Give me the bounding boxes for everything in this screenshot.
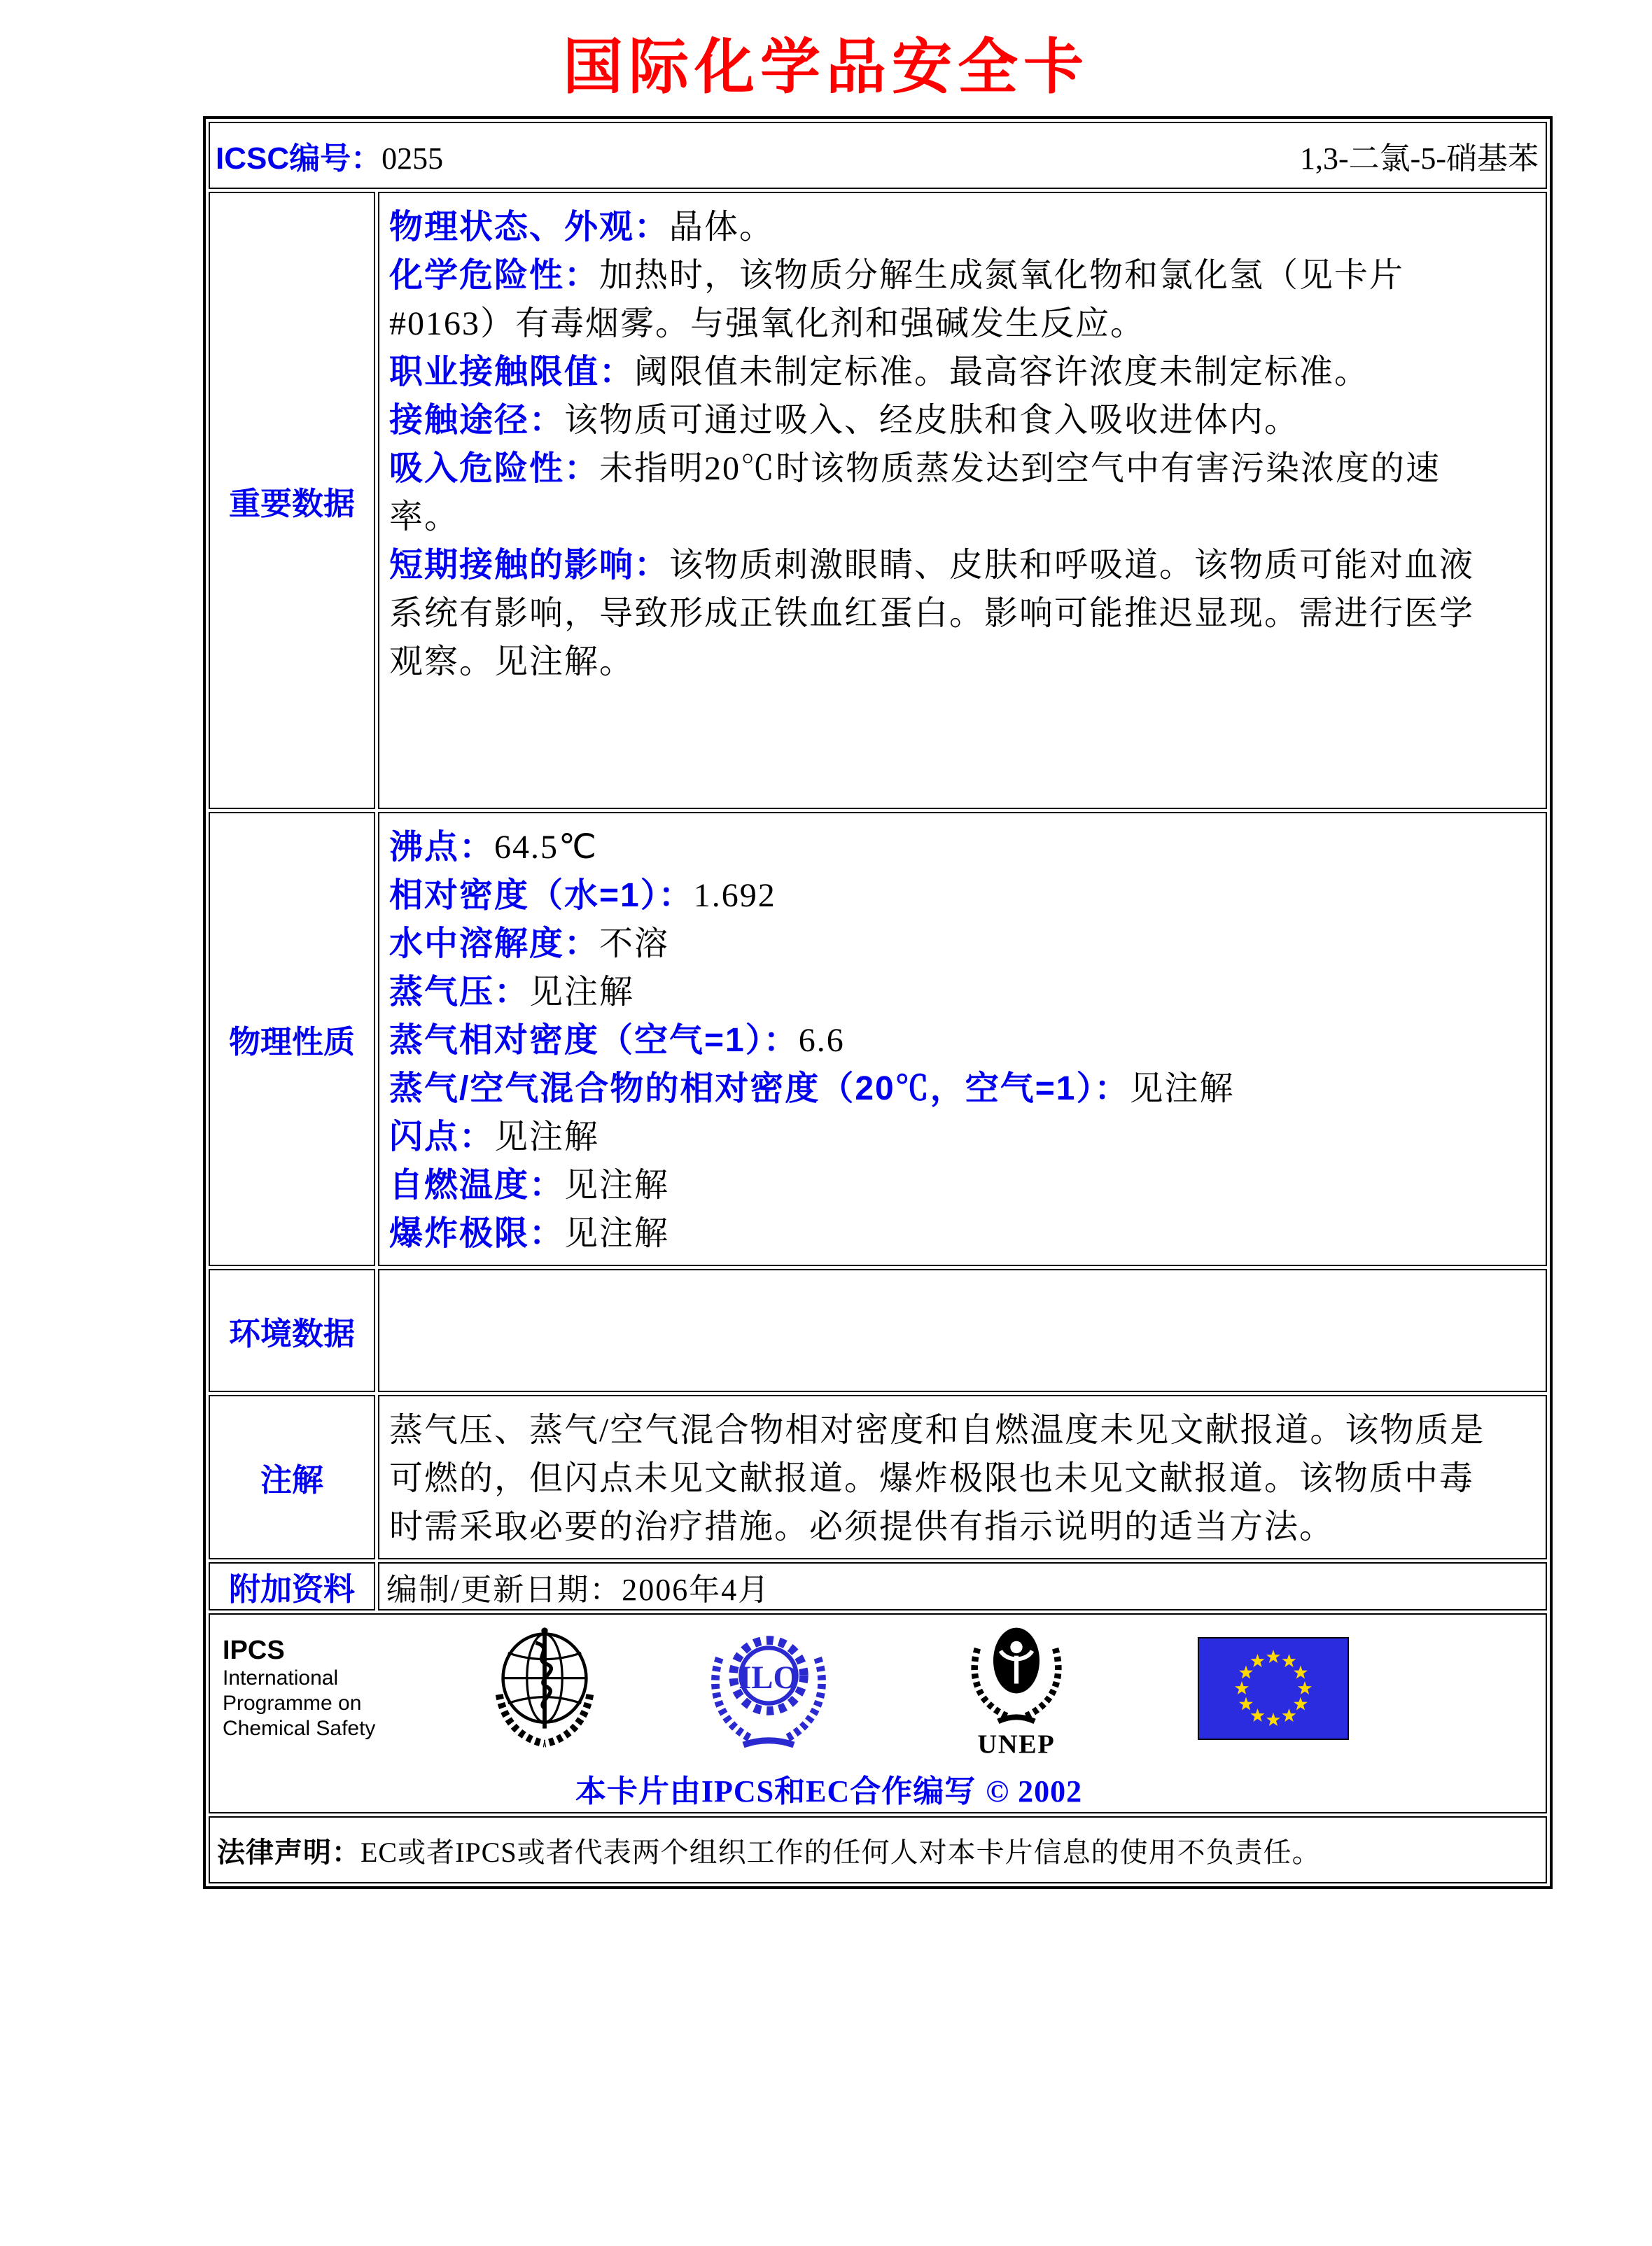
additional-info-row <box>209 1562 1547 1610</box>
environmental-data-row <box>209 1269 1547 1392</box>
notes-content <box>379 1396 1546 1558</box>
row-label-environmental-data: 环境数据 <box>209 1269 375 1392</box>
unep-logo-icon <box>961 1617 1072 1760</box>
who-logo-icon <box>482 1625 608 1751</box>
legal-notice <box>210 1818 1546 1882</box>
field-vapor-air-density: 蒸气/空气混合物的相对密度（20℃，空气=1）：见注解 <box>389 1070 1235 1107</box>
row-label-important-data: 重要数据 <box>209 192 375 809</box>
organization-logos <box>210 1617 1546 1760</box>
legal-row <box>209 1816 1547 1883</box>
ilo-logo-text: ILO <box>738 1659 799 1696</box>
field-water-solubility: 水中溶解度：不溶 <box>389 925 670 962</box>
ipcs-text-block <box>223 1635 433 1741</box>
environmental-data-content <box>378 1269 1547 1392</box>
field-flash-point: 闪点：见注解 <box>389 1118 600 1156</box>
icsc-number <box>216 133 443 178</box>
notes-text: 蒸气压、蒸气/空气混合物相对密度和自燃温度未见文献报道。该物质是可燃的，但闪点未见文献报道。爆炸极限也未见文献报道。该物质中毒时需采取必要的治疗措施。必须提供有指示说明的适当方法。 <box>389 1412 1485 1545</box>
physical-properties-content <box>379 813 1546 1265</box>
field-autoignition-temp: 自燃温度：见注解 <box>389 1167 670 1204</box>
field-physical-state: 物理状态、外观：晶体。 <box>389 209 775 246</box>
cooperation-caption-text: 本卡片由IPCS和EC合作编写 <box>575 1774 976 1809</box>
ipcs-line-2: Programme on <box>223 1692 362 1715</box>
field-exposure-routes: 接触途径：该物质可通过吸入、经皮肤和食入吸收进体内。 <box>389 402 1300 439</box>
logos-row <box>209 1613 1547 1813</box>
icsc-card-table <box>203 116 1553 1889</box>
important-data-row <box>209 192 1547 809</box>
cooperation-caption <box>161 1766 1497 1811</box>
update-date-label: 编制/更新日期： <box>386 1572 622 1607</box>
chemical-name: 1,3-二氯-5-硝基苯 <box>1300 141 1539 176</box>
unep-logo-text: UNEP <box>977 1729 1056 1760</box>
header-row <box>209 122 1547 189</box>
ilo-logo-icon <box>706 1622 832 1754</box>
field-chemical-danger: 化学危险性：加热时，该物质分解生成氮氧化物和氯化氢（见卡片#0163）有毒烟雾。与强氧化剂和强碱发生反应。 <box>389 257 1405 342</box>
ipcs-line-1: International <box>223 1666 339 1690</box>
legal-notice-label: 法律声明： <box>217 1837 360 1868</box>
row-label-physical-properties: 物理性质 <box>209 812 375 1266</box>
page-title: 国际化学品安全卡 <box>563 34 1089 101</box>
update-date-value: 2006年4月 <box>622 1572 771 1607</box>
ipcs-line-3: Chemical Safety <box>223 1717 376 1740</box>
copyright-text: © 2002 <box>986 1774 1083 1809</box>
field-inhalation-risk: 吸入危险性：未指明20℃时该物质蒸发达到空气中有害污染浓度的速率。 <box>389 450 1441 535</box>
field-vapor-density: 蒸气相对密度（空气=1）：6.6 <box>389 1022 845 1059</box>
card-header <box>210 123 1546 188</box>
icsc-number-label: ICSC编号： <box>216 141 382 176</box>
icsc-number-value: 0255 <box>382 141 444 176</box>
field-relative-density: 相对密度（水=1）：1.692 <box>389 877 776 914</box>
row-label-notes: 注解 <box>209 1395 375 1559</box>
field-boiling-point: 沸点：64.5℃ <box>389 829 598 866</box>
field-occupational-limits: 职业接触限值：阈限值未制定标准。最高容许浓度未制定标准。 <box>389 353 1370 391</box>
field-short-term-effects: 短期接触的影响：该物质刺激眼睛、皮肤和呼吸道。该物质可能对血液系统有影响，导致形成正铁血红蛋白。影响可能推迟显现。需进行医学观察。见注解。 <box>389 547 1475 680</box>
row-label-additional-info: 附加资料 <box>209 1562 375 1610</box>
field-vapor-pressure: 蒸气压：见注解 <box>389 974 635 1011</box>
important-data-content <box>379 193 1546 693</box>
eu-flag-icon <box>1198 1637 1349 1740</box>
notes-row <box>209 1395 1547 1559</box>
field-explosive-limits: 爆炸极限：见注解 <box>389 1215 670 1252</box>
legal-notice-text: EC或者IPCS或者代表两个组织工作的任何人对本卡片信息的使用不负责任。 <box>360 1836 1321 1868</box>
ipcs-acronym: IPCS <box>223 1636 285 1665</box>
physical-properties-row <box>209 812 1547 1266</box>
additional-info-content <box>379 1564 1546 1609</box>
